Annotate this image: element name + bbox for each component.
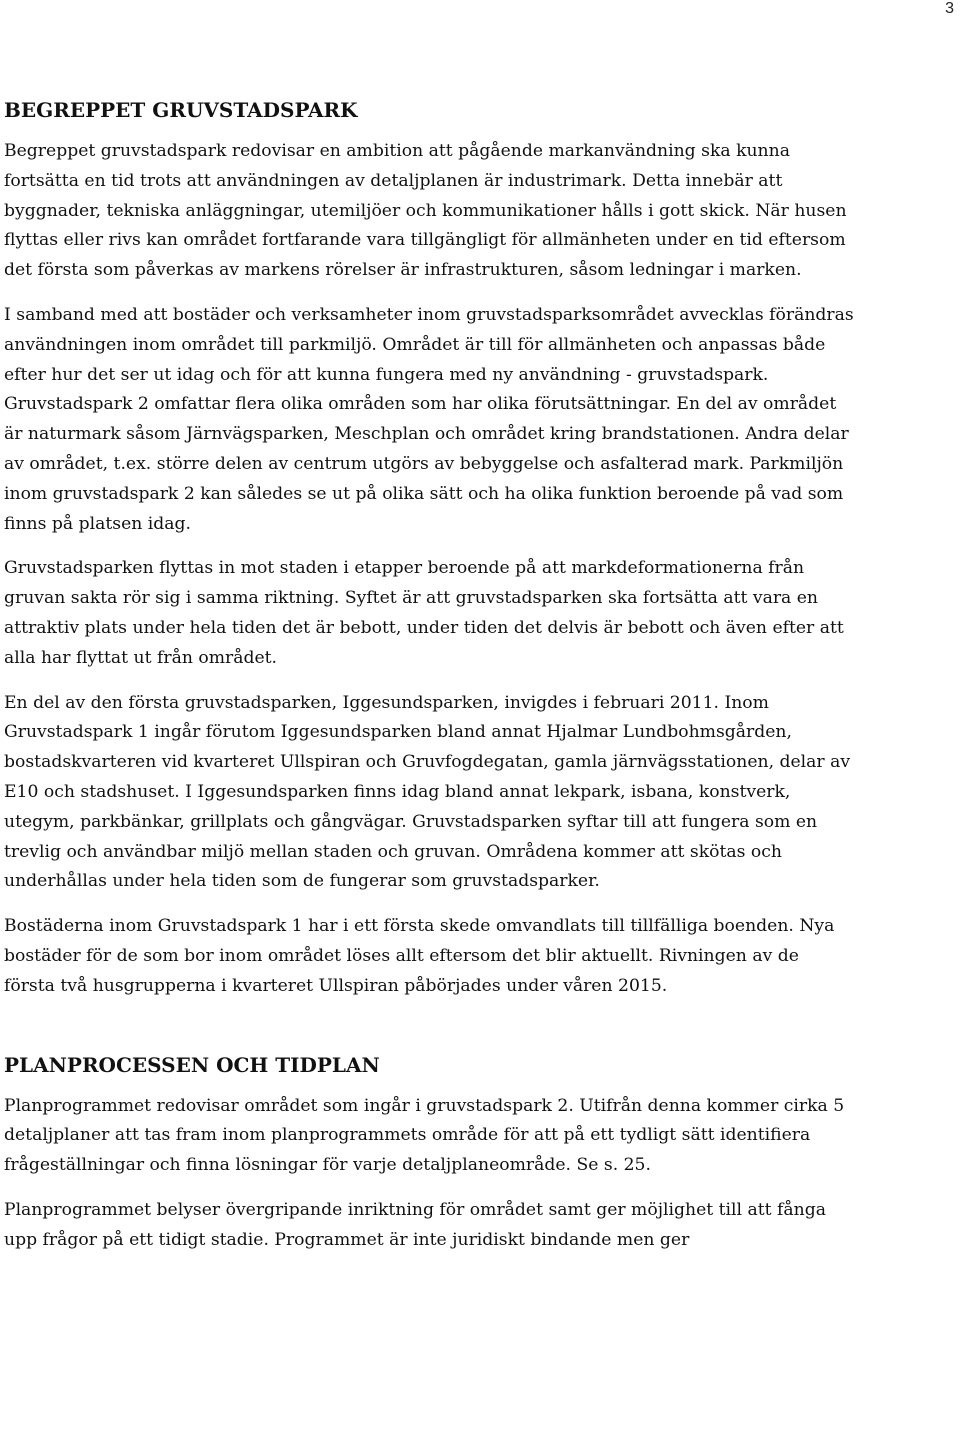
section-heading-begreppet: BEGREPPET GRUVSTADSPARK (4, 98, 358, 122)
paragraph: Begreppet gruvstadspark redovisar en ambition att pågående markanvändning ska kunna fortsätta en tid trots att användningen av detaljplanen är industrimark. Detta innebär att byggnader, tekniska anläggningar, utemiljöer och kommunikationer hålls i gott skick. När husen flyttas eller rivs kan området fortfarande vara tillgängligt för allmänheten under en tid eftersom det första som påverkas av markens rörelser är infrastrukturen, såsom ledningar i marken. (4, 141, 847, 281)
section-heading-planprocessen: PLANPROCESSEN OCH TIDPLAN (4, 1052, 380, 1077)
paragraph: En del av den första gruvstadsparken, Iggesundsparken, invigdes i februari 2011. Inom Gruvstadspark 1 ingår förutom Iggesundsparken bland annat Hjalmar Lundbohmsgården, bostadskvarteren vid kvarteret Ullspiran och Gruvfogdegatan, gamla järnvägsstationen, delar av E10 och stadshuset. I Iggesundsparken finns idag bland annat lekpark, isbana, konstverk, utegym, parkbänkar, grillplats och gångvägar. Gruvstadsparken syftar till att fungera som en trevlig och användbar miljö mellan staden och gruvan. Områdena kommer att skötas och underhållas under hela tiden som de fungerar som gruvstadsparker. (4, 692, 851, 892)
paragraph: Gruvstadsparken flyttas in mot staden i etapper beroende på att markdeformationerna från gruvan sakta rör sig i samma riktning. Syftet är att gruvstadsparken ska fortsätta att vara en attraktiv plats under hela tiden det är bebott, under tiden det delvis är bebott och även efter att alla har flyttat ut från området. (4, 558, 844, 668)
page-number: 3 (945, 0, 954, 17)
paragraph: I samband med att bostäder och verksamheter inom gruvstadsparksområdet avvecklas förändras användningen inom området till parkmiljö. Området är till för allmänheten och anpassas både efter hur det ser ut idag och för att kunna fungera med ny användning - gruvstadspark. Gruvstadspark 2 omfattar flera olika områden som har olika förutsättningar. En del av området är naturmark såsom Järnvägsparken, Meschplan och området kring brandstationen. Andra delar av området, t.ex. större delen av centrum utgörs av bebyggelse och asfalterad mark. Parkmiljön inom gruvstadspark 2 kan således se ut på olika sätt och ha olika funktion beroende på vad som finns på platsen idag. (4, 304, 854, 534)
paragraph: Bostäderna inom Gruvstadspark 1 har i ett första skede omvandlats till tillfälliga boenden. Nya bostäder för de som bor inom området löses allt eftersom det blir aktuellt. Rivningen av de första två husgrupperna i kvarteret Ullspiran påbörjades under våren 2015. (4, 916, 835, 996)
paragraph: Planprogrammet belyser övergripande inriktning för området samt ger möjlighet till att fånga upp frågor på ett tidigt stadie. Programmet är inte juridiskt bindande men ger (4, 1199, 826, 1250)
document-body (4, 98, 854, 1271)
paragraph: Planprogrammet redovisar området som ingår i gruvstadspark 2. Utifrån denna kommer cirka 5 detaljplaner att tas fram inom planprogrammets område för att på ett tydligt sätt identifiera frågeställningar och finna lösningar för varje detaljplaneområde. Se s. 25. (4, 1095, 845, 1176)
